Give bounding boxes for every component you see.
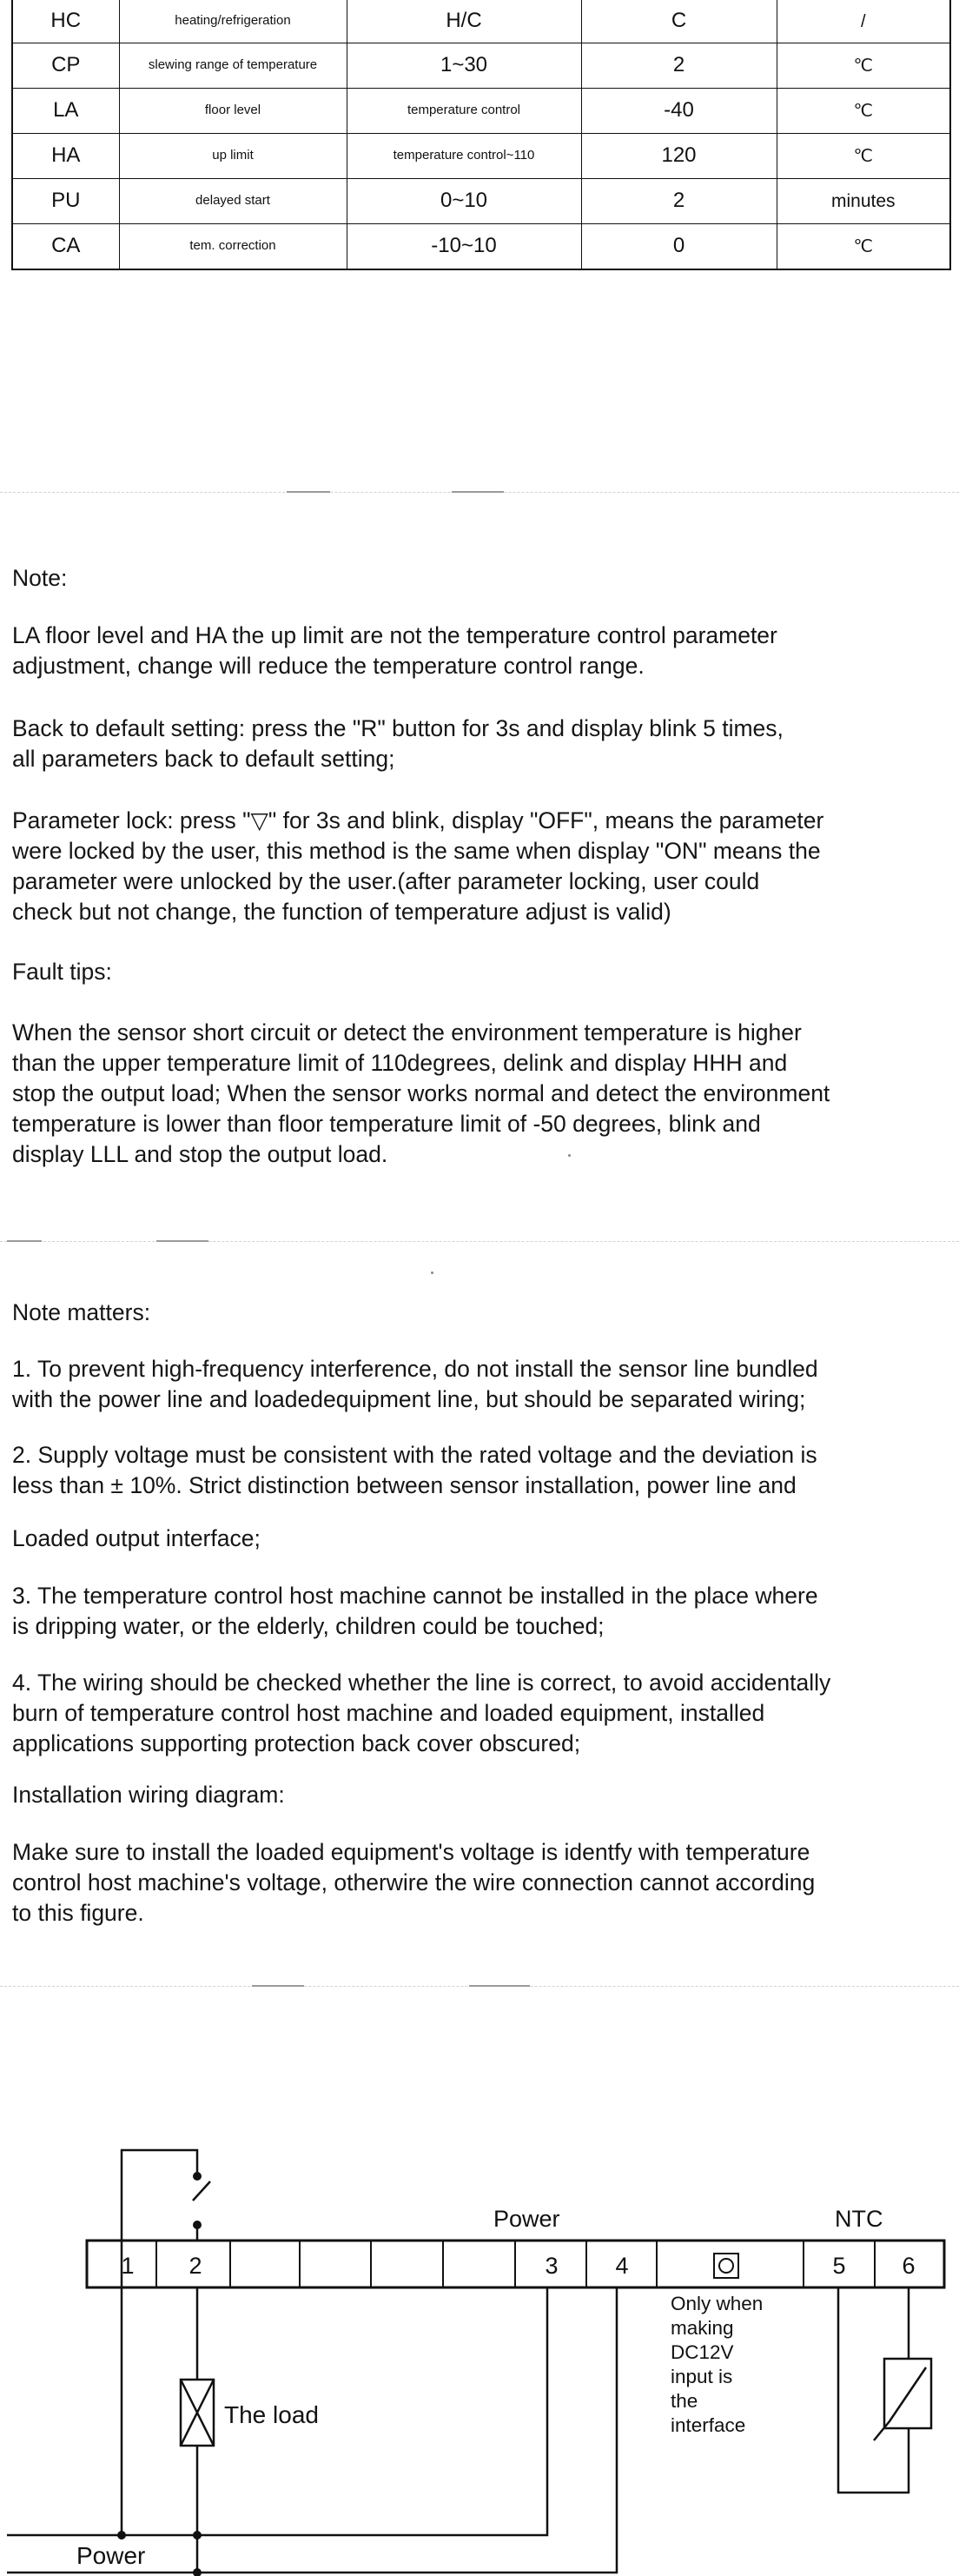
note-floor-up-limit: LA floor level and HA the up limit are not the temperature control parameter adjustment, change will reduce the temperature control range. — [12, 622, 777, 679]
parameter-default: 2 — [581, 179, 777, 224]
section-separator — [0, 492, 959, 493]
parameter-code: CP — [12, 43, 119, 89]
terminal-1-label: 1 — [121, 2253, 135, 2279]
parameter-code: LA — [12, 89, 119, 134]
section-separator — [0, 1986, 959, 1987]
parameter-unit: ℃ — [777, 43, 950, 89]
note-heading: Note: — [12, 565, 68, 591]
ntc-label: NTC — [835, 2206, 883, 2232]
parameter-row — [12, 43, 950, 89]
interface-indicator-icon — [719, 2259, 733, 2273]
parameter-default: -40 — [581, 89, 777, 134]
interface-note-line: Only when — [671, 2293, 764, 2314]
terminal-4-label: 4 — [615, 2253, 629, 2279]
parameter-row — [12, 179, 950, 224]
parameter-code: CA — [12, 224, 119, 270]
parameter-default: C — [581, 0, 777, 43]
wiring-diagram — [0, 2147, 959, 2576]
parameter-description: tem. correction — [119, 224, 347, 270]
wiring-diagram-heading: Installation wiring diagram: — [12, 1782, 285, 1808]
power-top-label: Power — [493, 2206, 560, 2232]
wiring-diagram-instructions: Make sure to install the loaded equipment's voltage is identfy with temperature control host machine's voltage, otherwire the wire connection cannot according to this figure. — [12, 1839, 816, 1926]
note-matters-heading: Note matters: — [12, 1299, 151, 1325]
parameter-range: -10~10 — [347, 224, 581, 270]
stray-dot — [431, 1271, 433, 1274]
parameter-range: H/C — [347, 0, 581, 43]
parameter-range: 1~30 — [347, 43, 581, 89]
switch-contact-top — [193, 2172, 202, 2181]
interface-indicator-box — [714, 2254, 738, 2278]
parameter-description: heating/refrigeration — [119, 0, 347, 43]
parameter-row — [12, 224, 950, 270]
parameter-row — [12, 134, 950, 179]
parameter-code: HA — [12, 134, 119, 179]
parameter-unit: / — [777, 0, 950, 43]
parameter-default: 0 — [581, 224, 777, 270]
parameter-code: PU — [12, 179, 119, 224]
note-parameter-lock: Parameter lock: press "▽" for 3s and blink, display "OFF", means the parameter were locked by the user, this method is the same when display "ON" means the parameter were unlocked by the user.(after parameter locking, user could check but not change, the function of temperature adjust is valid) — [12, 807, 824, 925]
interface-note — [671, 2293, 763, 2436]
note-matter-3: 3. The temperature control host machine cannot be installed in the place where is dripping water, or the elderly, children could be touched; — [12, 1583, 818, 1639]
parameter-description: delayed start — [119, 179, 347, 224]
fault-tips-heading: Fault tips: — [12, 959, 112, 985]
power-line-1 — [7, 2287, 122, 2535]
parameter-unit: ℃ — [777, 224, 950, 270]
parameter-unit: minutes — [777, 179, 950, 224]
note-default-setting: Back to default setting: press the "R" button for 3s and display blink 5 times, all parameters back to default setting; — [12, 715, 784, 772]
parameter-range: temperature control — [347, 89, 581, 134]
interface-note-line: the — [671, 2390, 698, 2412]
interface-note-line: DC12V — [671, 2341, 734, 2363]
switch-blade — [193, 2181, 210, 2201]
power-bottom-label: Power — [76, 2542, 146, 2569]
terminal-5-label: 5 — [832, 2253, 846, 2279]
load-label: The load — [224, 2401, 319, 2428]
parameter-unit: ℃ — [777, 89, 950, 134]
note-matter-4: 4. The wiring should be checked whether the line is correct, to avoid accidentally burn of temperature control host machine and loaded equipment, installed applications supporting protection back cover obscured; — [12, 1670, 831, 1756]
parameter-range: temperature control~110 — [347, 134, 581, 179]
parameter-range: 0~10 — [347, 179, 581, 224]
parameter-unit: ℃ — [777, 134, 950, 179]
note-matter-1: 1. To prevent high-frequency interference, do not install the sensor line bundled with the power line and loadedequipment line, but should be separated wiring; — [12, 1356, 818, 1412]
parameter-table — [11, 0, 951, 270]
interface-note-line: interface — [671, 2414, 746, 2436]
parameter-default: 120 — [581, 134, 777, 179]
fault-tips-text: When the sensor short circuit or detect the environment temperature is higher than the upper temperature limit of 110degrees, delink and display HHH and stop the output load; When the sensor works normal and detect the environment temperature is lower than floor temperature limit of -50 degrees, blink and display LLL and stop the output load. — [12, 1019, 830, 1167]
parameter-description: slewing range of temperature — [119, 43, 347, 89]
parameter-code: HC — [12, 0, 119, 43]
section-separator — [0, 1241, 959, 1242]
switch-contact-bottom — [193, 2221, 202, 2229]
parameter-row — [12, 0, 950, 43]
terminal-2-label: 2 — [188, 2253, 202, 2279]
terminal-3-label: 3 — [545, 2253, 559, 2279]
parameter-description: floor level — [119, 89, 347, 134]
terminal-6-label: 6 — [902, 2253, 916, 2279]
parameter-default: 2 — [581, 43, 777, 89]
interface-note-line: making — [671, 2317, 734, 2339]
power-line-2 — [7, 2287, 617, 2573]
parameter-description: up limit — [119, 134, 347, 179]
parameter-row — [12, 89, 950, 134]
note-matter-2-continued: Loaded output interface; — [12, 1525, 261, 1551]
note-matter-2: 2. Supply voltage must be consistent with the rated voltage and the deviation is less than ± 10%. Strict distinction between sensor installation, power line and — [12, 1442, 817, 1498]
interface-note-line: input is — [671, 2366, 733, 2387]
